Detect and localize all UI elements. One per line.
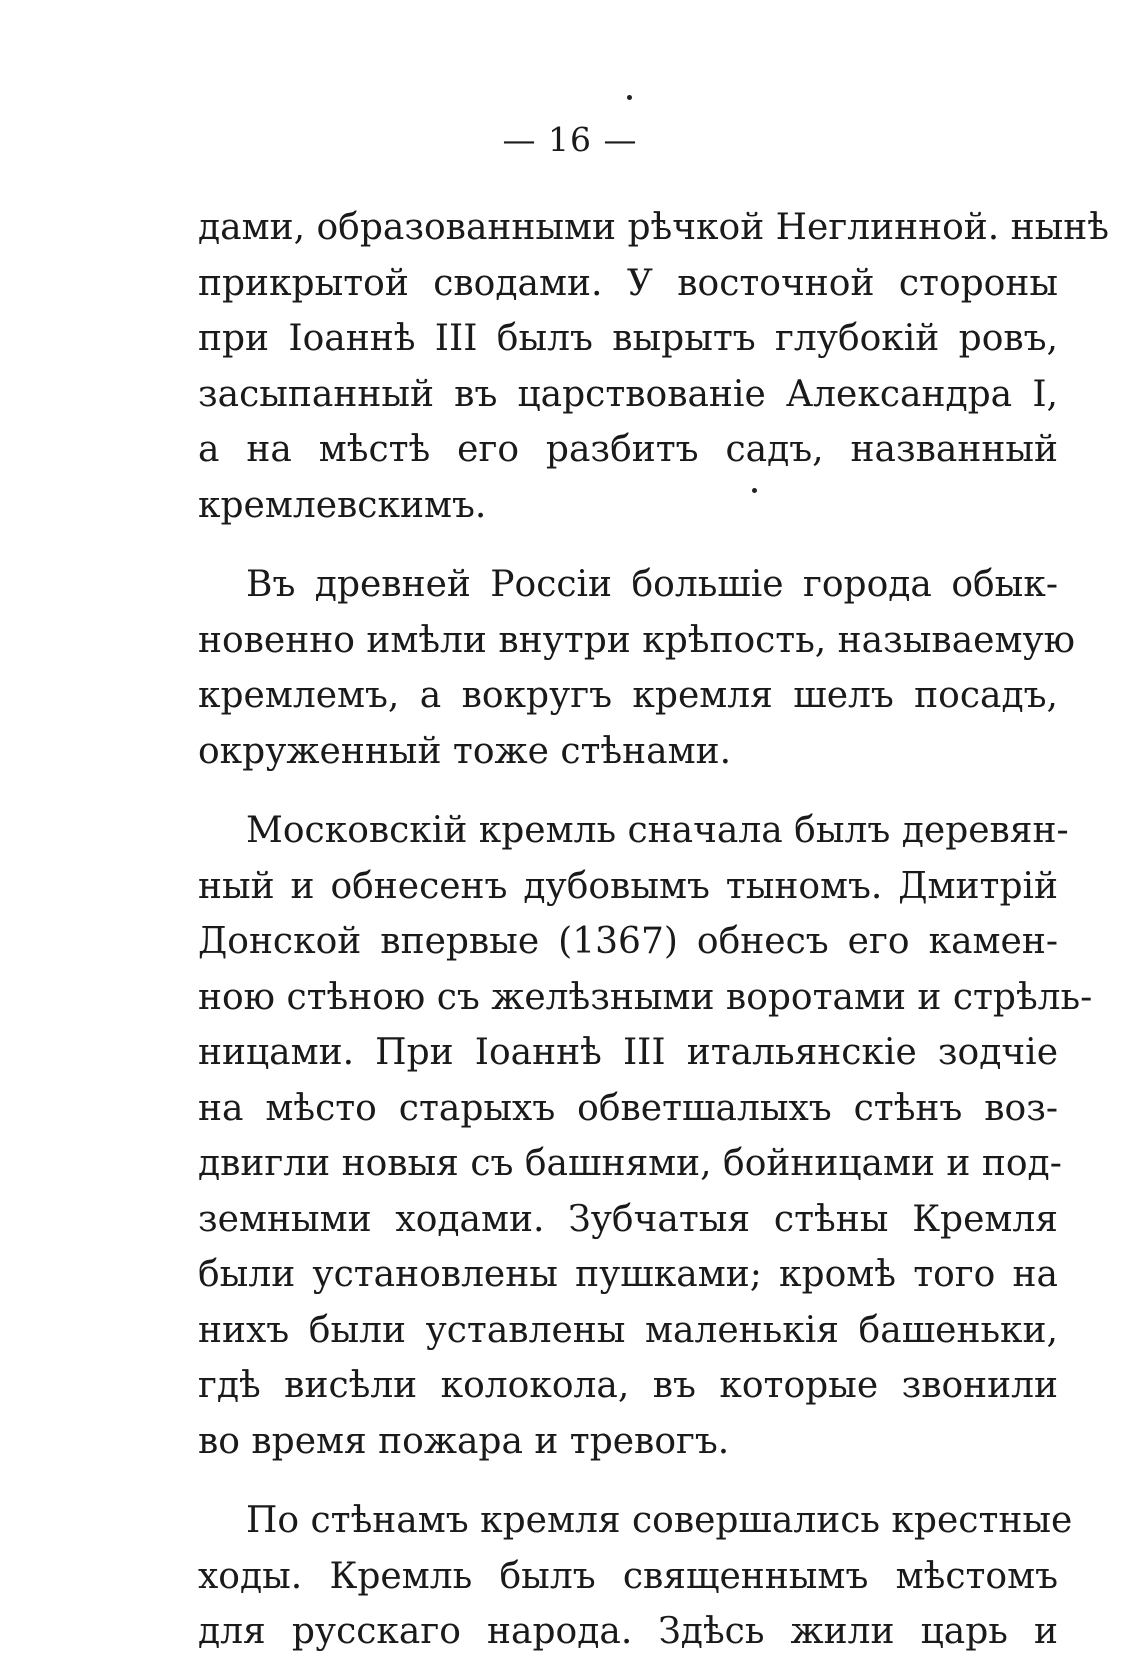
text-line: кремлемъ, а вокругъ кремля шелъ посадъ, — [198, 675, 1058, 716]
text-line: земными ходами. Зубчатыя стѣны Кремля — [198, 1198, 1058, 1240]
text-line: Въ древней Россіи большіе города обык- — [246, 564, 1058, 605]
paragraph-2 — [198, 557, 1075, 779]
text-line: были установлены пушками; кромѣ того на — [198, 1254, 1058, 1295]
paragraph-1 — [198, 200, 1109, 533]
text-line: Московскій кремль сначала былъ деревян- — [246, 810, 1069, 851]
text-line: ницами. При Іоаннѣ III итальянскіе зодчіе — [198, 1032, 1058, 1073]
text-line: По стѣнамъ кремля совершались крестные — [246, 1500, 1073, 1541]
paragraph-4 — [198, 1493, 1073, 1660]
text-line: для русскаго народа. Здѣсь жили царь и — [198, 1611, 1058, 1652]
text-line: дами, образованными рѣчкой Неглинной. нынѣ — [198, 207, 1109, 248]
text-line: нихъ были уставлены маленькія башеньки, — [198, 1309, 1058, 1351]
paragraph-gap — [198, 1469, 1058, 1493]
page-number: — 16 — — [502, 120, 638, 159]
text-line: двигли новыя съ башнями, бойницами и под- — [198, 1143, 1062, 1184]
text-line: ходы. Кремль былъ священнымъ мѣстомъ — [198, 1555, 1058, 1597]
text-line: окруженный тоже стѣнами. — [198, 730, 732, 772]
paragraph-3 — [198, 803, 1093, 1469]
text-line: ною стѣною съ желѣзными воротами и стрѣль- — [198, 976, 1093, 1018]
text-line: кремлевскимъ. — [198, 484, 487, 526]
text-line: ный и обнесенъ дубовымъ тыномъ. Дмитрій — [198, 865, 1058, 907]
text-line: Донской впервые (1367) обнесъ его камен- — [198, 921, 1058, 962]
text-line: гдѣ висѣли колокола, въ которые звонили — [198, 1365, 1058, 1406]
text-line: прикрытой сводами. У восточной стороны — [198, 262, 1058, 304]
text-line: на мѣсто старыхъ обветшалыхъ стѣнъ воз- — [198, 1087, 1058, 1129]
paragraph-gap — [198, 779, 1058, 803]
ink-speck — [627, 95, 632, 100]
paragraph-gap — [198, 533, 1058, 557]
text-line: а на мѣстѣ его разбитъ садъ, названный — [198, 429, 1058, 470]
body-text — [198, 200, 1109, 1660]
text-line: новенно имѣли внутри крѣпость, называемую — [198, 619, 1075, 661]
text-line: засыпанный въ царствованіе Александра I, — [198, 373, 1058, 415]
text-line: во время пожара и тревогъ. — [198, 1420, 730, 1462]
text-line: при Іоаннѣ III былъ вырытъ глубокій ровъ, — [198, 318, 1058, 359]
